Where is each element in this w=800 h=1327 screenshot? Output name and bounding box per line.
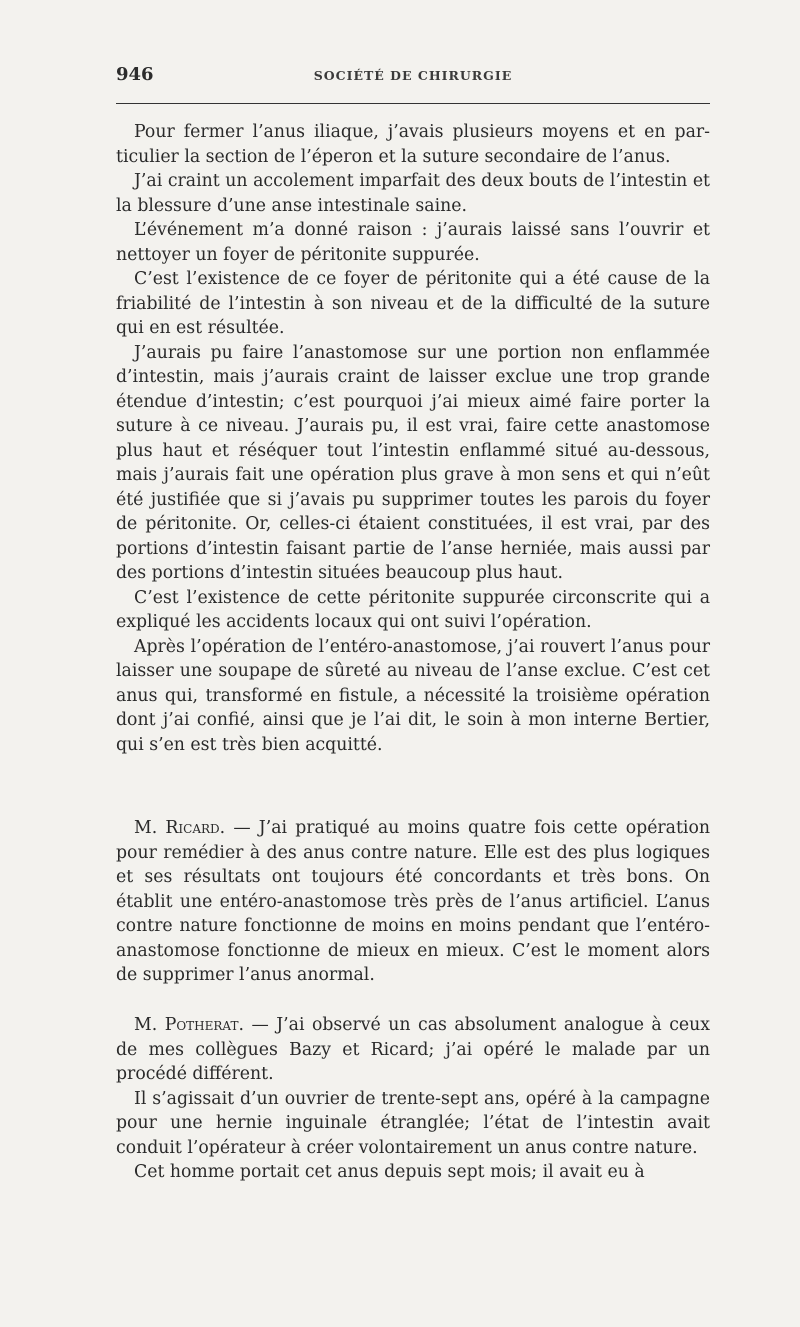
speaker-name: Potherat	[164, 1015, 239, 1035]
paragraph: J’ai craint un accolement imparfait des deux bouts de l’intestin et la blessure d’une anse intestinale saine.	[116, 171, 710, 216]
ricard-remarks	[116, 816, 710, 988]
speaker-text: . — J’ai pratiqué au moins quatre fois cette opération pour remédier à des anus contre nature. Elle est des plus logiques et ses résultats ont toujours été concordants et très bons. On établit une entéro-anastomose très près de l’anus artificiel. L’anus contre nature fonctionne de moins en moins pendant que l’entéro-anastomose fonctionne de mieux en mieux. C’est le moment alors de supprimer l’anus anormal.	[116, 818, 710, 985]
page-number: 946	[116, 64, 154, 85]
paragraph: Il s’agissait d’un ouvrier de trente-sept ans, opéré à la campagne pour une hernie inguinale étranglée; l’état de l’intestin avait conduit l’opérateur à créer volontairement un anus contre nature.	[116, 1088, 710, 1158]
page-header	[116, 64, 710, 86]
paragraph: J’aurais pu faire l’anastomose sur une portion non enflammée d’intestin, mais j’aurais craint de laisser exclue une trop grande étendue d’intestin; c’est pourquoi j’ai mieux aimé faire porter la suture à ce niveau. J’aurais pu, il est vrai, faire cette anastomose plus haut et réséquer tout l’intestin enflammé situé au-dessous, mais j’aurais fait une opération plus grave à mon sens et qui n’eût été justifiée que si j’avais pu supprimer toutes les parois du foyer de péritonite. Or, celles-ci étaient constituées, il est vrai, par des portions d’intestin faisant partie de l’anse herniée, mais aussi par des portions d’intestin situées beaucoup plus haut.	[116, 342, 710, 583]
discussion-continuation	[116, 120, 710, 757]
speaker-prefix: M.	[134, 818, 158, 838]
running-title: SOCIÉTÉ DE CHIRURGIE	[313, 68, 513, 83]
paragraph: C’est l’existence de ce foyer de péritonite qui a été cause de la friabilité de l’intestin à son niveau et de la difficulté de la suture qui en est résultée.	[116, 269, 710, 338]
speaker-text: . — J’ai observé un cas absolument analogue à ceux de mes collègues Bazy et Ricard; j’ai opéré le malade par un procédé différent.	[116, 1015, 710, 1084]
paragraph: Pour fermer l’anus iliaque, j’avais plusieurs moyens et en particulier la section de l’éperon et la suture secondaire de l’anus.	[116, 122, 710, 167]
speaker-prefix: M.	[134, 1015, 158, 1035]
potherat-remarks	[116, 1013, 710, 1185]
header-rule	[116, 103, 710, 104]
paragraph: C’est l’existence de cette péritonite suppurée circonscrite qui a expliqué les accidents locaux qui ont suivi l’opération.	[116, 587, 710, 632]
paragraph: L’événement m’a donné raison : j’aurais laissé sans l’ouvrir et nettoyer un foyer de péritonite suppurée.	[116, 220, 710, 265]
speaker-name: Ricard	[165, 818, 220, 838]
speaker-paragraph	[116, 1013, 710, 1087]
paragraph: Après l’opération de l’entéro-anastomose, j’ai rouvert l’anus pour laisser une soupape de sûreté au niveau de l’anse exclue. C’est cet anus qui, transformé en fistule, a nécessité la troisième opération dont j’ai confié, ainsi que je l’ai dit, le soin à mon interne Bertier, qui s’en est très bien acquitté.	[116, 636, 710, 755]
paragraph: Cet homme portait cet anus depuis sept mois; il avait eu à	[134, 1162, 645, 1182]
speaker-paragraph	[116, 816, 710, 988]
